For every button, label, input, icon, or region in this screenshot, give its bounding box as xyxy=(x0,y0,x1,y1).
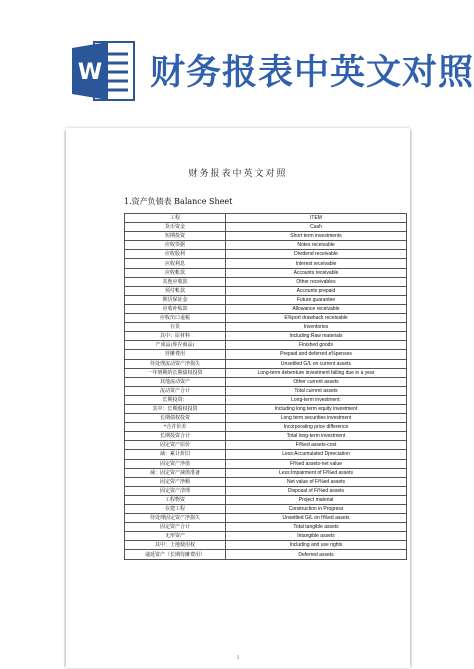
table-row xyxy=(125,514,407,523)
table-cell-cn: 长期投资合计 xyxy=(125,432,226,441)
table-cell-cn: 应收利息 xyxy=(125,259,226,268)
table-row xyxy=(125,377,407,386)
table-row xyxy=(125,441,407,450)
table-cell-cn: 递延资产（长期待摊费用） xyxy=(125,550,226,559)
table-cell-cn: 固定资产净值 xyxy=(125,459,226,468)
table-cell-en: Notes receivable xyxy=(226,241,407,250)
table-cell-cn: 期货保证金 xyxy=(125,295,226,304)
table-row xyxy=(125,550,407,559)
table-cell-en: Disposal of Fi%ed assets xyxy=(226,486,407,495)
table-cell-cn: 待处理流动资产净损失 xyxy=(125,359,226,368)
table-row xyxy=(125,223,407,232)
banner-title: 财务报表中英文对照 xyxy=(150,53,474,93)
table-cell-cn: 固定资产原价 xyxy=(125,441,226,450)
header-cell-en: ITEM xyxy=(226,214,407,223)
word-icon-letter: W xyxy=(77,60,103,85)
table-cell-en: Net value of Fi%ed assets xyxy=(226,477,407,486)
table-row xyxy=(125,277,407,286)
table-cell-en: Unsettled G/L on current assets xyxy=(226,359,407,368)
word-document-icon xyxy=(72,38,136,104)
table-row xyxy=(125,314,407,323)
table-row xyxy=(125,250,407,259)
table-cell-en: Unsettled G/L on fi%ed assets xyxy=(226,514,407,523)
table-cell-en: Interest receivable xyxy=(226,259,407,268)
table-cell-cn: 应收补贴款 xyxy=(125,304,226,313)
table-row xyxy=(125,395,407,404)
table-cell-en: Less:Impairment of Fi%ed assets xyxy=(226,468,407,477)
table-cell-en: Incorporating price difference xyxy=(226,423,407,432)
table-cell-cn: 固定资产净额 xyxy=(125,477,226,486)
table-cell-en: Future guarantee xyxy=(226,295,407,304)
table-row xyxy=(125,468,407,477)
table-cell-en: Total long-term investment xyxy=(226,432,407,441)
table-cell-cn: 应收出口退税 xyxy=(125,314,226,323)
table-cell-en: Cash xyxy=(226,223,407,232)
table-row xyxy=(125,432,407,441)
table-row xyxy=(125,459,407,468)
table-cell-en: Finished goods xyxy=(226,341,407,350)
table-cell-en: Less:Accumulated Dpreciation xyxy=(226,450,407,459)
section-title: 1.资产负债表 Balance Sheet xyxy=(124,197,233,206)
table-cell-cn: 应收股利 xyxy=(125,250,226,259)
table-cell-cn: 待摊费用 xyxy=(125,350,226,359)
table-cell-en: Project material xyxy=(226,495,407,504)
table-cell-en: Including long term equity investment xyxy=(226,404,407,413)
table-cell-en: Accounts receivable xyxy=(226,268,407,277)
table-cell-en: Long term securities investment xyxy=(226,414,407,423)
balance-sheet-table xyxy=(124,213,407,560)
table-row xyxy=(125,532,407,541)
table-cell-cn: 减：固定资产减值准备 xyxy=(125,468,226,477)
page-number: 1 xyxy=(236,655,240,660)
table-row xyxy=(125,268,407,277)
table-row xyxy=(125,414,407,423)
table-row xyxy=(125,450,407,459)
table-cell-cn: 应收票据 xyxy=(125,241,226,250)
table-row xyxy=(125,423,407,432)
table-row xyxy=(125,323,407,332)
table-row xyxy=(125,404,407,413)
table-cell-en: Short term investments xyxy=(226,232,407,241)
table-row xyxy=(125,350,407,359)
table-cell-en: Other receivables xyxy=(226,277,407,286)
table-cell-cn: 短期投资 xyxy=(125,232,226,241)
table-cell-cn: 应收帐款 xyxy=(125,268,226,277)
table-cell-en: Inventories xyxy=(226,323,407,332)
table-cell-en: Long-term debenture investment falling due in a year xyxy=(226,368,407,377)
table-row xyxy=(125,304,407,313)
table-cell-en: Intangible assets xyxy=(226,532,407,541)
table-row xyxy=(125,477,407,486)
table-cell-cn: 减：累计折旧 xyxy=(125,450,226,459)
table-cell-en: Allowance receivable xyxy=(226,304,407,313)
table-cell-en: Fi%ed assets-net value xyxy=(226,459,407,468)
table-row xyxy=(125,368,407,377)
table-cell-cn: 其中：长期股权投资 xyxy=(125,404,226,413)
table-cell-en: Accounts prepaid xyxy=(226,286,407,295)
table-cell-cn: 长期债权投资 xyxy=(125,414,226,423)
table-row xyxy=(125,332,407,341)
table-cell-cn: 产成品(库存商品) xyxy=(125,341,226,350)
table-cell-cn: 其他流动资产 xyxy=(125,377,226,386)
table-cell-en: Construction in Progress xyxy=(226,505,407,514)
table-row xyxy=(125,295,407,304)
table-cell-cn: 其中：土地使用权 xyxy=(125,541,226,550)
table-cell-cn: 其他应收款 xyxy=(125,277,226,286)
table-cell-cn: 固定资产清理 xyxy=(125,486,226,495)
banner xyxy=(0,0,474,128)
table-cell-cn: 预付帐款 xyxy=(125,286,226,295)
table-cell-cn: 流动资产合计 xyxy=(125,386,226,395)
table-row xyxy=(125,259,407,268)
table-row xyxy=(125,359,407,368)
table-header-row xyxy=(125,214,407,223)
table-row xyxy=(125,241,407,250)
table-row xyxy=(125,386,407,395)
table-row xyxy=(125,523,407,532)
table-cell-cn: 无形资产 xyxy=(125,532,226,541)
table-row xyxy=(125,505,407,514)
table-cell-en: Deferred assets xyxy=(226,550,407,559)
table-cell-cn: 其中：原材料 xyxy=(125,332,226,341)
document-title: 财务报表中英文对照 xyxy=(188,169,288,179)
table-cell-en: Prepaid and deferred e%penses xyxy=(226,350,407,359)
table-cell-en: Long-term investment: xyxy=(226,395,407,404)
table-cell-cn: *合并价差 xyxy=(125,423,226,432)
table-row xyxy=(125,495,407,504)
table-cell-cn: 在建工程 xyxy=(125,505,226,514)
table-row xyxy=(125,541,407,550)
table-row xyxy=(125,286,407,295)
table-cell-en: Including:Raw materials xyxy=(226,332,407,341)
table-cell-cn: 一年到期的长期债权投资 xyxy=(125,368,226,377)
table-row xyxy=(125,486,407,495)
table-row xyxy=(125,341,407,350)
table-cell-en: Fi%ed assets-cost xyxy=(226,441,407,450)
table-cell-cn: 工程物资 xyxy=(125,495,226,504)
table-cell-en: Dividend receivable xyxy=(226,250,407,259)
table-cell-en: Total current assets xyxy=(226,386,407,395)
table-cell-cn: 固定资产合计 xyxy=(125,523,226,532)
table-cell-en: E%port drawback receivable xyxy=(226,314,407,323)
table-cell-cn: 长期投资： xyxy=(125,395,226,404)
table-cell-cn: 存货 xyxy=(125,323,226,332)
table-cell-en: Other current assets xyxy=(226,377,407,386)
table-cell-cn: 待处理固定资产净损失 xyxy=(125,514,226,523)
table-cell-cn: 货币资金 xyxy=(125,223,226,232)
header-cell-cn: 工程 xyxy=(125,214,226,223)
table-row xyxy=(125,232,407,241)
table-cell-en: Including and use rights xyxy=(226,541,407,550)
table-cell-en: Total tangible assets xyxy=(226,523,407,532)
document-page xyxy=(66,128,410,668)
